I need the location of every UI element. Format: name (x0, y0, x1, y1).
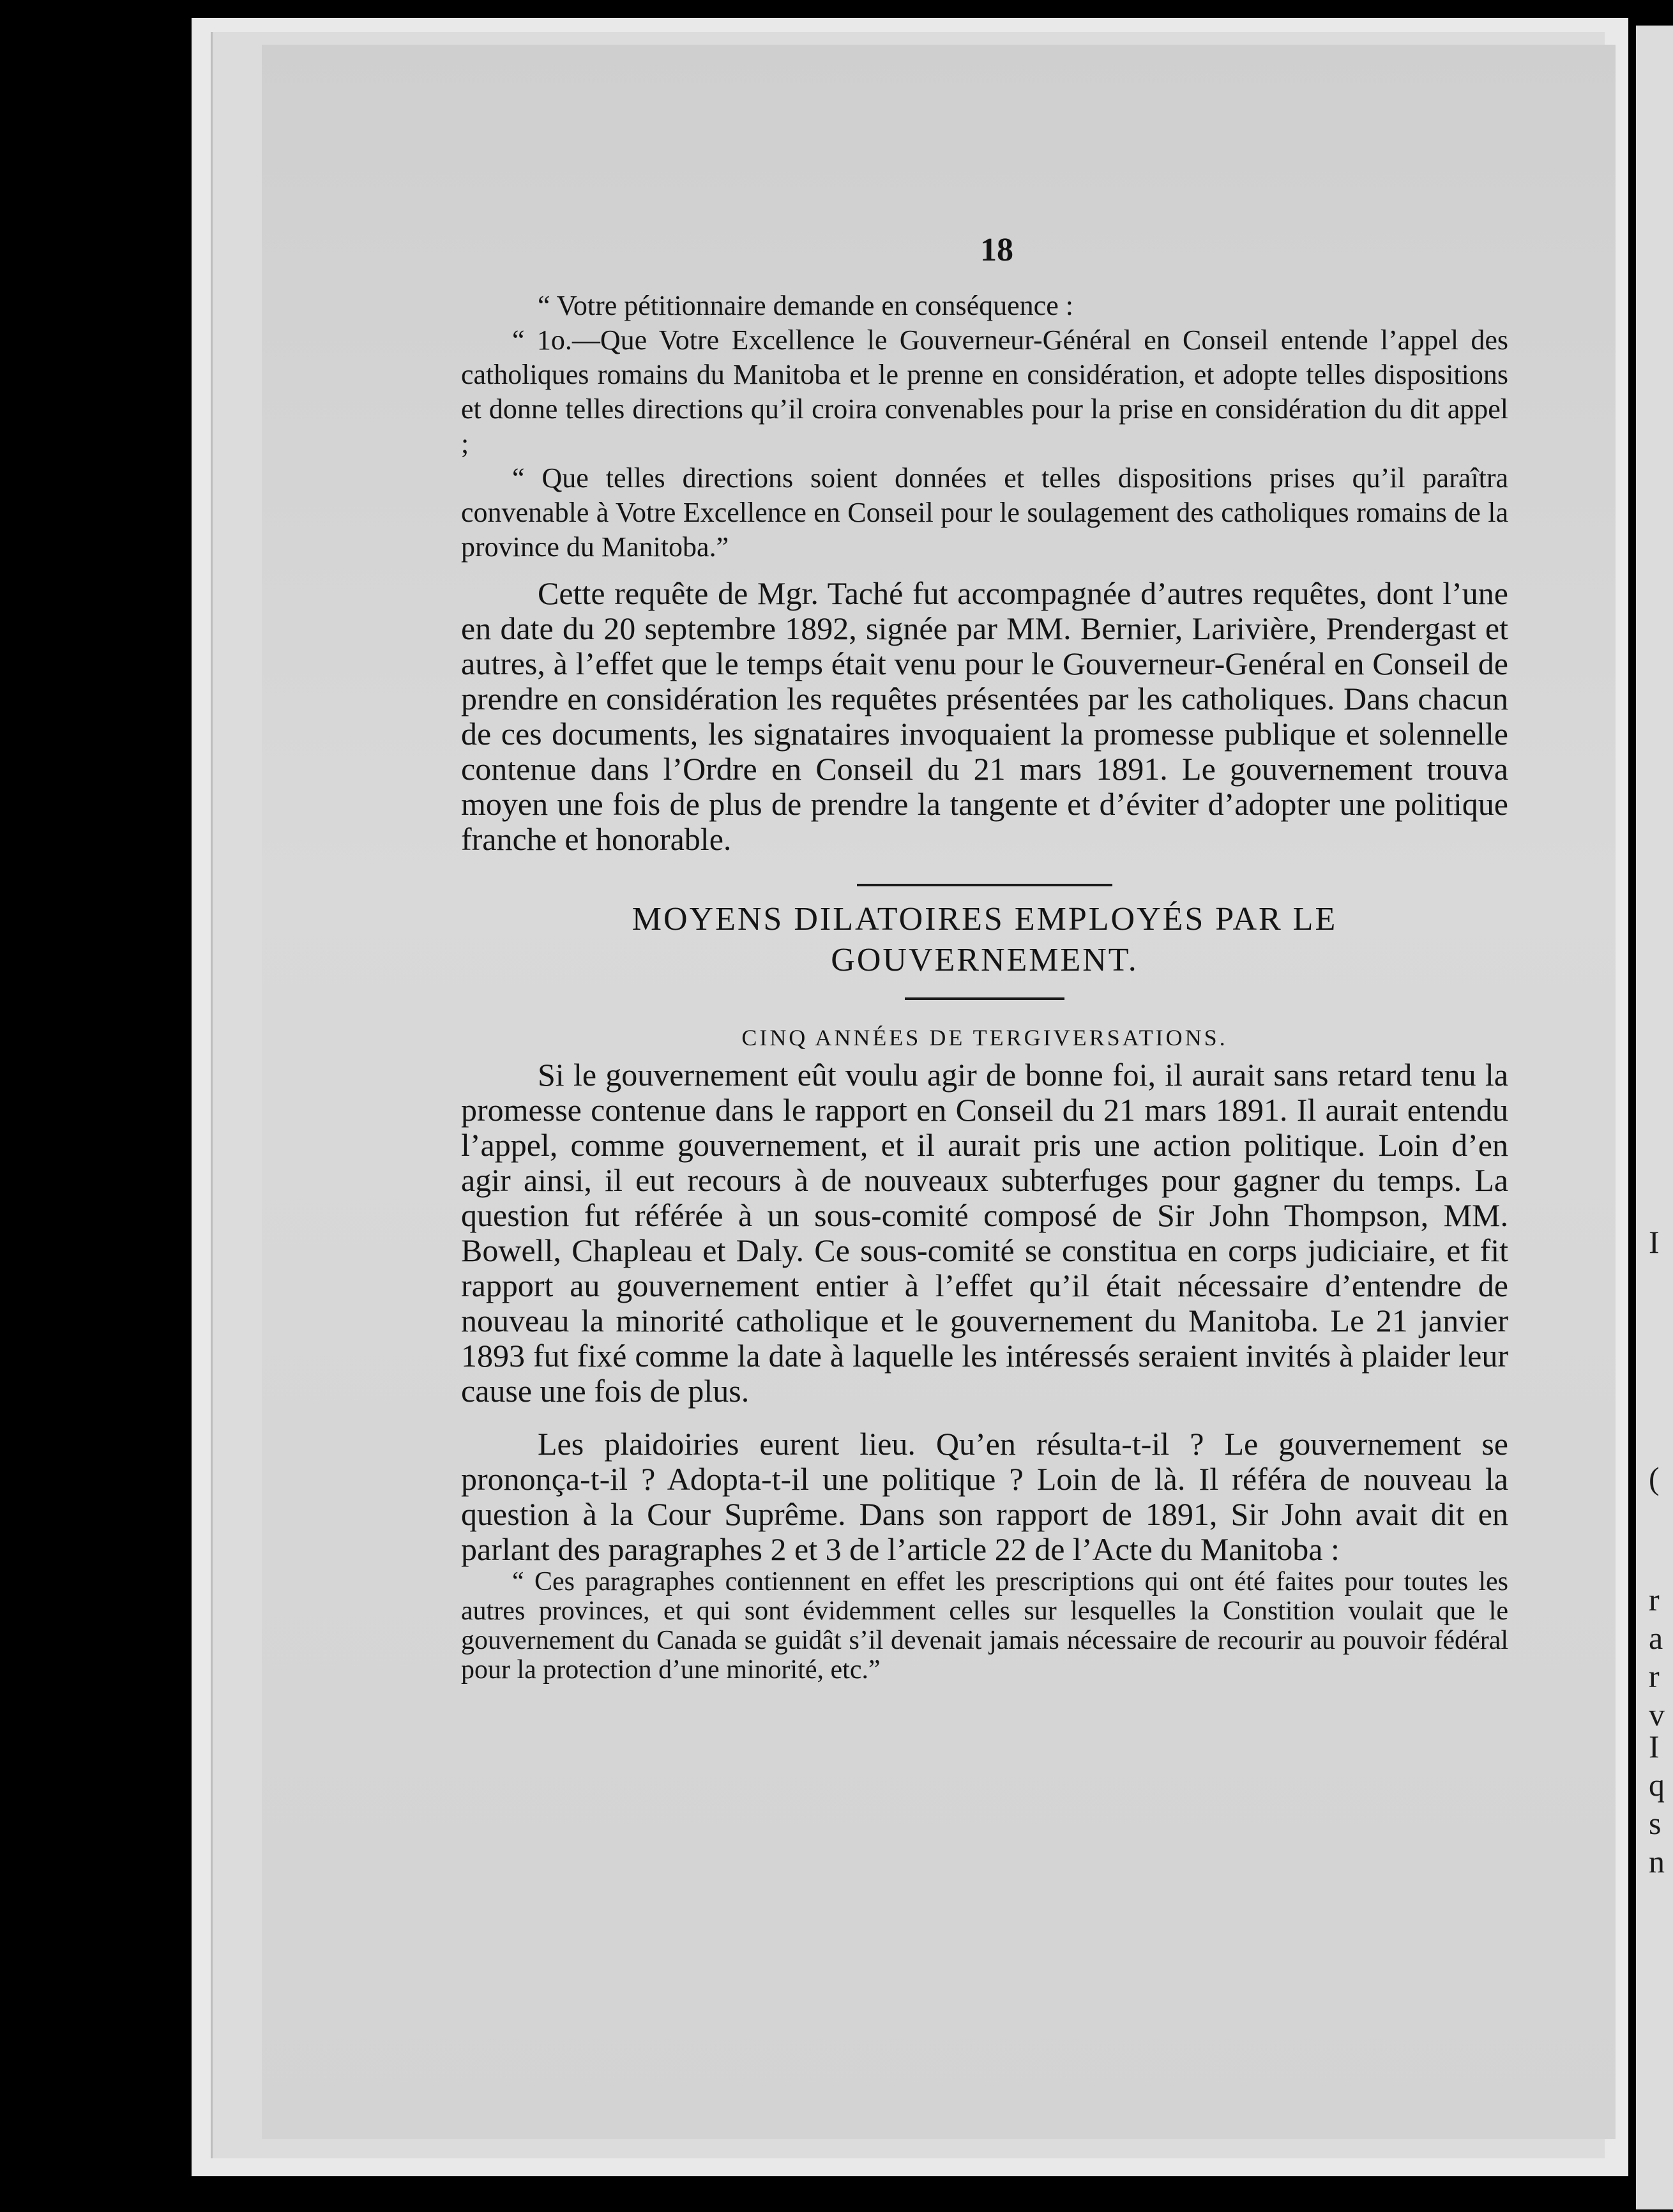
closing-quote: “ Ces paragraphes contiennent en effet les prescriptions qui ont été faites pour toutes les autres provinces, et qui sont évidemment celles sur lesquelles la Constition voulait que le gouvernement du Canada se guidât s’il devenait jamais nécessaire de recourir au pouvoir fédéral pour la protection d’une minorité, etc.” (461, 1567, 1508, 1685)
next-page-glyph: q (1649, 1767, 1665, 1803)
section-heading (461, 899, 1508, 981)
quote-intro: “ Votre pétitionnaire demande en conséquence : (538, 290, 1073, 321)
next-page-glyph: I (1649, 1224, 1660, 1260)
paragraph-3: Les plaidoiries eurent lieu. Qu’en résulta-t-il ? Le gouvernement se prononça-t-il ? Adopta-t-il une politique ? Loin de là. Il référa de nouveau la question à la Cour Suprême. Dans son rapport de 1891, Sir John avait dit en parlant des paragraphes 2 et 3 de l’article 22 de l’Acte du Manitoba : (461, 1426, 1508, 1567)
section-divider (857, 884, 1112, 886)
next-page-glyph: a (1649, 1620, 1663, 1656)
next-page-glyph: r (1649, 1582, 1660, 1617)
paragraph-1: Cette requête de Mgr. Taché fut accompagnée d’autres requêtes, dont l’une en date du 20 septembre 1892, signée par MM. Bernier, Larivière, Prendergast et autres, à l’effet que le temps était venu pour le Gouverneur-Genéral en Conseil de prendre en considération les requêtes présentées par les catholiques. Dans chacun de ces documents, les signataires invoquaient la promesse publique et solennelle contenue dans l’Ordre en Conseil du 21 mars 1891. Le gouvernement trouva moyen une fois de plus de prendre la tangente et d’éviter d’adopter une politique franche et honorable. (461, 575, 1508, 857)
section-heading-line-1: MOYENS DILATOIRES EMPLOYÉS PAR LE (632, 901, 1338, 937)
next-page-glyph: r (1649, 1658, 1660, 1694)
section-heading-line-2: GOUVERNEMENT. (831, 942, 1139, 978)
next-page-glyph: ( (1649, 1460, 1660, 1496)
quote-item-2: “ Que telles directions soient données et telles dispositions prises qu’il paraîtra convenable à Votre Excellence en Conseil pour le soulagement des catholiques romains de la province du Manitoba.” (461, 462, 1508, 563)
next-page-glyph: n (1649, 1844, 1665, 1879)
next-page-glyph: s (1649, 1805, 1662, 1841)
next-page-glyph: I (1649, 1729, 1660, 1764)
page-number: 18 (980, 232, 1013, 268)
next-page-edge (1636, 26, 1673, 2209)
page-body (461, 289, 1508, 1685)
heading-underline (905, 997, 1064, 1000)
paragraph-2: Si le gouvernement eût voulu agir de bonne foi, il aurait sans retard tenu la promesse contenue dans le rapport en Conseil du 21 mars 1891. Il aurait entendu l’appel, comme gouvernement, et il aurait pris une action politique. Loin d’en agir ainsi, il eut recours à de nouveaux subterfuges pour gagner du temps. La question fut référée à un sous-comité composé de Sir John Thompson, MM. Bowell, Chapleau et Daly. Ce sous-comité se constitua en corps judiciaire, et fit rapport au gouvernement entier à l’effet qu’il était nécessaire d’entendre de nouveau la minorité catholique et le gouvernement du Manitoba. Le 21 janvier 1893 fut fixé comme la date à laquelle les intéressés seraient invités à plaider leur cause une fois de plus. (461, 1057, 1508, 1409)
quote-item-1: “ 1o.—Que Votre Excellence le Gouverneur-Général en Conseil entende l’appel des catholiques romains du Manitoba et le prenne en considération, et adopte telles dispositions et donne telles directions qu’il croira convenables pour la prise en considération du dit appel ; (461, 324, 1508, 459)
section-subheading: CINQ ANNÉES DE TERGIVERSATIONS. (741, 1025, 1228, 1050)
next-page-glyph: v (1649, 1697, 1665, 1732)
